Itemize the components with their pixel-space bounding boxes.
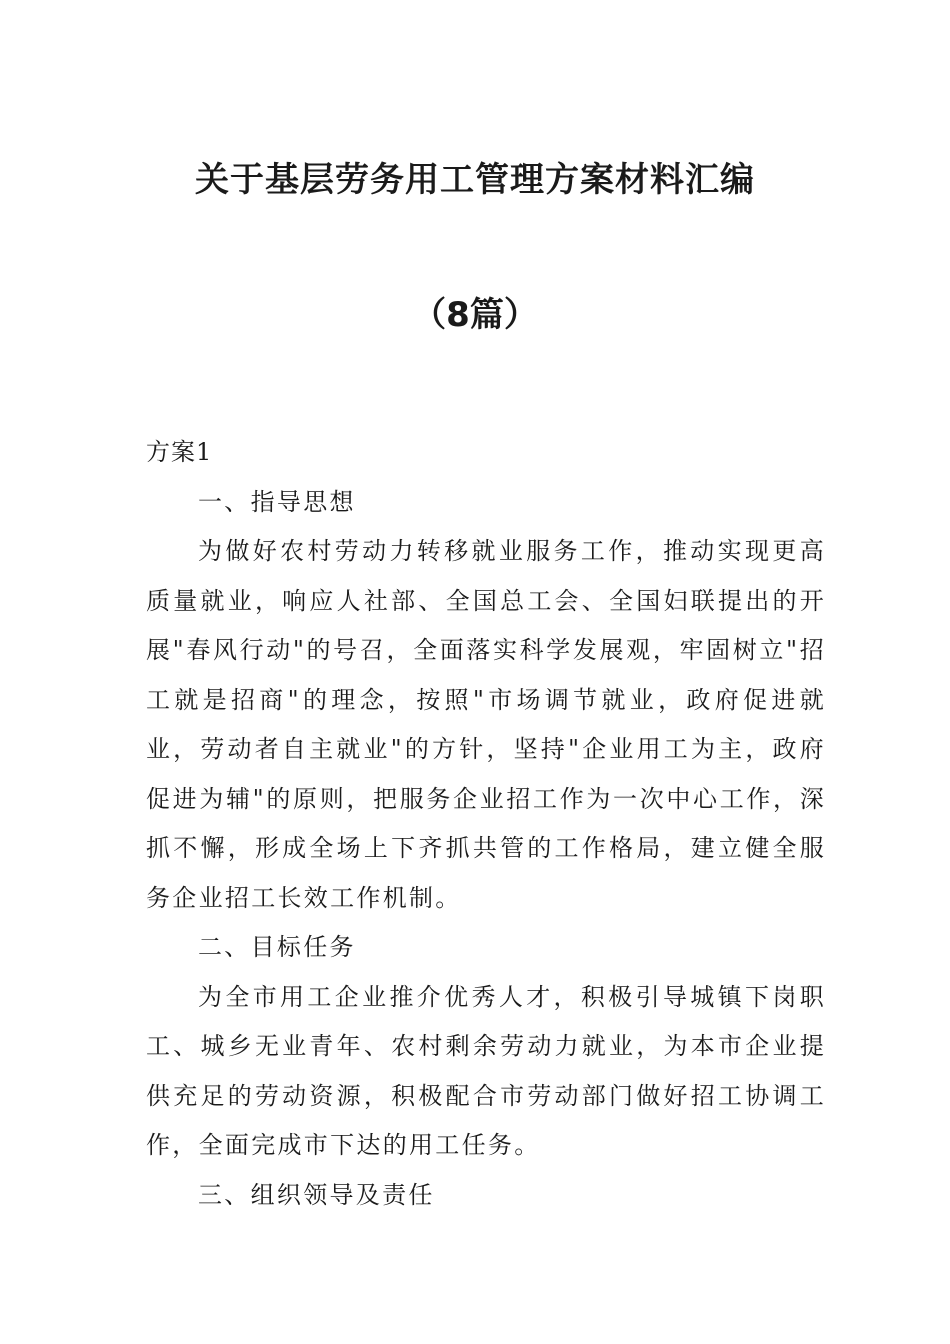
paragraph-goals: 为全市用工企业推介优秀人才，积极引导城镇下岗职工、城乡无业青年、农村剩余劳动力就业，为本市企业提供充足的劳动资源，积极配合市劳动部门做好招工协调工作，全面完成市下达的用工任务。 (146, 982, 826, 1159)
document-title: 关于基层劳务用工管理方案材料汇编 (195, 160, 755, 200)
section-label: 方案1 (146, 438, 213, 466)
paragraph-guiding-ideology: 为做好农村劳动力转移就业服务工作，推动实现更高质量就业，响应人社部、全国总工会、全国妇联提出的开展"春风行动"的号召，全面落实科学发展观，牢固树立"招工就是招商"的理念，按照"市场调节就业，政府促进就业，劳动者自主就业"的方针，坚持"企业用工为主，政府促进为辅"的原则，把服务企业招工作为一次中心工作，深抓不懈，形成全场上下齐抓共管的工作格局，建立健全服务企业招工长效工作机制。 (146, 537, 826, 912)
section-heading-organization: 三、组织领导及责任 (198, 1180, 435, 1209)
section-heading-goals: 二、目标任务 (198, 933, 356, 961)
section-heading-guiding-ideology: 一、指导思想 (198, 487, 356, 516)
document-subtitle: （8篇） (412, 295, 538, 335)
document-body (146, 428, 826, 1220)
